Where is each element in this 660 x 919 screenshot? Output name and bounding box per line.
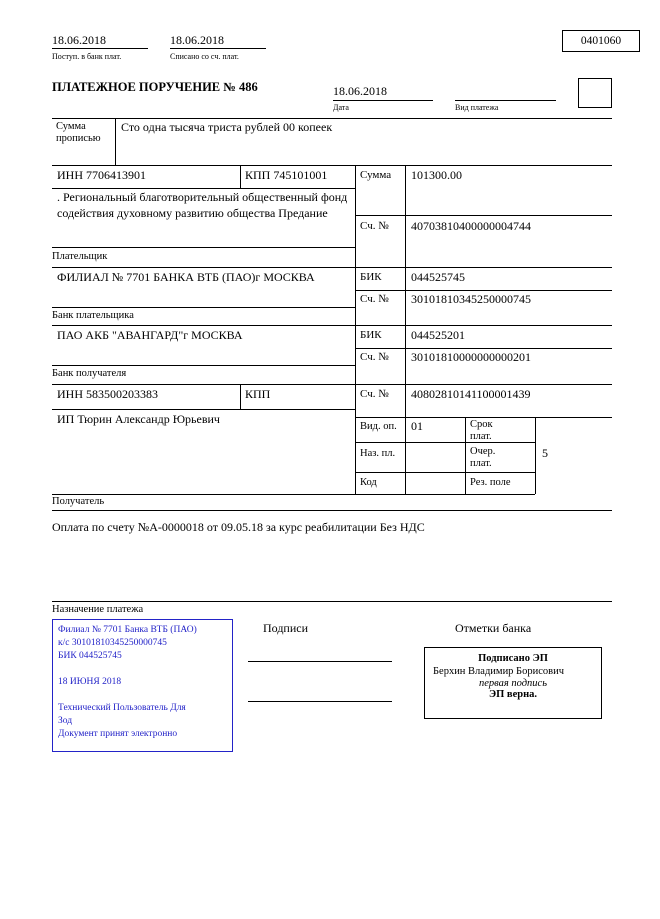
signature-stamp-subtitle: первая подпись [478,678,547,689]
table-line [535,417,536,494]
signature-line [248,701,392,702]
table-line [405,165,406,494]
amount-label: Сумма [360,169,392,181]
payer-bank-account-label: Сч. № [360,293,389,305]
bank-stamp-corr-account: к/с 30101810345250000745 [58,638,167,648]
amount-value: 101300.00 [411,168,462,182]
signature-line [248,661,392,662]
spacer [58,689,227,702]
signature-stamp-title: Подписано ЭП [478,653,548,664]
bank-electronic-stamp [52,619,233,752]
bank-stamp-note: Документ принят электронно [58,729,178,739]
signature-stamp-name: Берхин Владимир Борисович [433,666,564,677]
payer-bank-bik-value: 044525745 [411,270,465,284]
table-line [355,472,535,473]
payee-bank-bik-label: БИК [360,329,382,341]
debited-date: 18.06.2018 [170,33,224,47]
amount-words-value: Сто одна тысяча триста рублей 00 копеек [121,120,333,134]
table-line [52,307,355,308]
table-line [52,494,535,495]
naz-pl-label: Наз. пл. [360,448,396,459]
amount-words-label: Сумма прописью [56,121,101,145]
table-line [355,417,612,418]
payment-type-underline [455,100,556,101]
debited-date-label: Списано со сч. плат. [170,52,239,61]
table-line [355,290,612,291]
electronic-signature-stamp [424,647,602,719]
table-line [52,118,612,119]
vid-op-label: Вид. оп. [360,421,397,432]
rez-pole-label: Рез. поле [470,477,511,488]
table-line [52,325,612,326]
payer-bank-section-label: Банк плательщика [52,310,134,321]
payee-account-value: 40802810141100001439 [411,387,531,401]
bank-stamp-branch: Филиал № 7701 Банка ВТБ (ПАО) [58,625,197,635]
payee-bank-section-label: Банк получателя [52,368,127,379]
srok-plat-label: Срок плат. [470,419,493,442]
payment-type-label: Вид платежа [455,103,499,112]
table-line [355,215,612,216]
table-line [52,365,355,366]
table-line [52,510,612,511]
payee-name: ИП Тюрин Александр Юрьевич [57,412,220,426]
vid-op-value: 01 [411,419,423,433]
debited-date-underline [170,48,266,49]
purpose-text: Оплата по счету №А-0000018 от 09.05.18 за курс реабилитации Без НДС [52,520,425,534]
spacer [58,663,227,676]
payer-bank-account-value: 30101810345250000745 [411,292,531,306]
payee-bank-account-label: Сч. № [360,351,389,363]
payer-name: . Региональный благотворительный общественный фонд содействия духовному развитию общества Предание [57,190,348,220]
table-line [115,118,116,165]
payer-account-label: Сч. № [360,220,389,232]
ocher-plat-value: 5 [542,446,548,460]
payee-account-label: Сч. № [360,388,389,400]
payee-bank-name: ПАО АКБ "АВАНГАРД"г МОСКВА [57,328,243,342]
doc-title: ПЛАТЕЖНОЕ ПОРУЧЕНИЕ № 486 [52,80,258,94]
table-line [240,165,241,188]
table-line [52,247,355,248]
table-line [52,188,355,189]
payer-bank-bik-label: БИК [360,271,382,283]
payee-bank-account-value: 30101810000000000201 [411,350,531,364]
received-date-underline [52,48,148,49]
table-line [355,442,535,443]
table-line [465,417,466,494]
table-line [52,165,612,166]
bank-stamp-user-line2: Зод [58,716,73,726]
bank-marks-heading: Отметки банка [455,621,532,635]
bank-stamp-user-line1: Технический Пользователь Для [58,703,186,713]
table-line [52,267,612,268]
table-line [52,409,355,410]
table-line [355,348,612,349]
form-code: 0401060 [580,35,622,47]
payee-kpp: КПП [245,387,271,401]
payer-inn: ИНН 7706413901 [57,168,146,182]
table-line [240,384,241,409]
payer-account-value: 40703810400000004744 [411,219,531,233]
payee-inn: ИНН 583500203383 [57,387,158,401]
table-line [52,384,612,385]
purpose-section-label: Назначение платежа [52,604,144,615]
doc-date-label: Дата [333,103,349,112]
doc-date-underline [333,100,433,101]
form-code-box [562,30,640,52]
kod-label: Код [360,477,377,488]
signature-stamp-verified: ЭП верна. [488,689,537,700]
bank-stamp-bik: БИК 044525745 [58,651,122,661]
payer-bank-name: ФИЛИАЛ № 7701 БАНКА ВТБ (ПАО)г МОСКВА [57,270,315,284]
payer-section-label: Плательщик [52,251,108,262]
payee-bank-bik-value: 044525201 [411,328,465,342]
ocher-plat-label: Очер. плат. [470,446,496,469]
payee-section-label: Получатель [52,496,105,507]
received-date-label: Поступ. в банк плат. [52,52,122,61]
doc-date: 18.06.2018 [333,84,387,98]
payer-kpp: КПП 745101001 [245,168,328,182]
table-line [52,601,612,602]
status-box [578,78,612,108]
bank-stamp-date: 18 ИЮНЯ 2018 [58,677,122,687]
signatures-heading: Подписи [263,621,309,635]
table-line [355,165,356,494]
received-date: 18.06.2018 [52,33,106,47]
